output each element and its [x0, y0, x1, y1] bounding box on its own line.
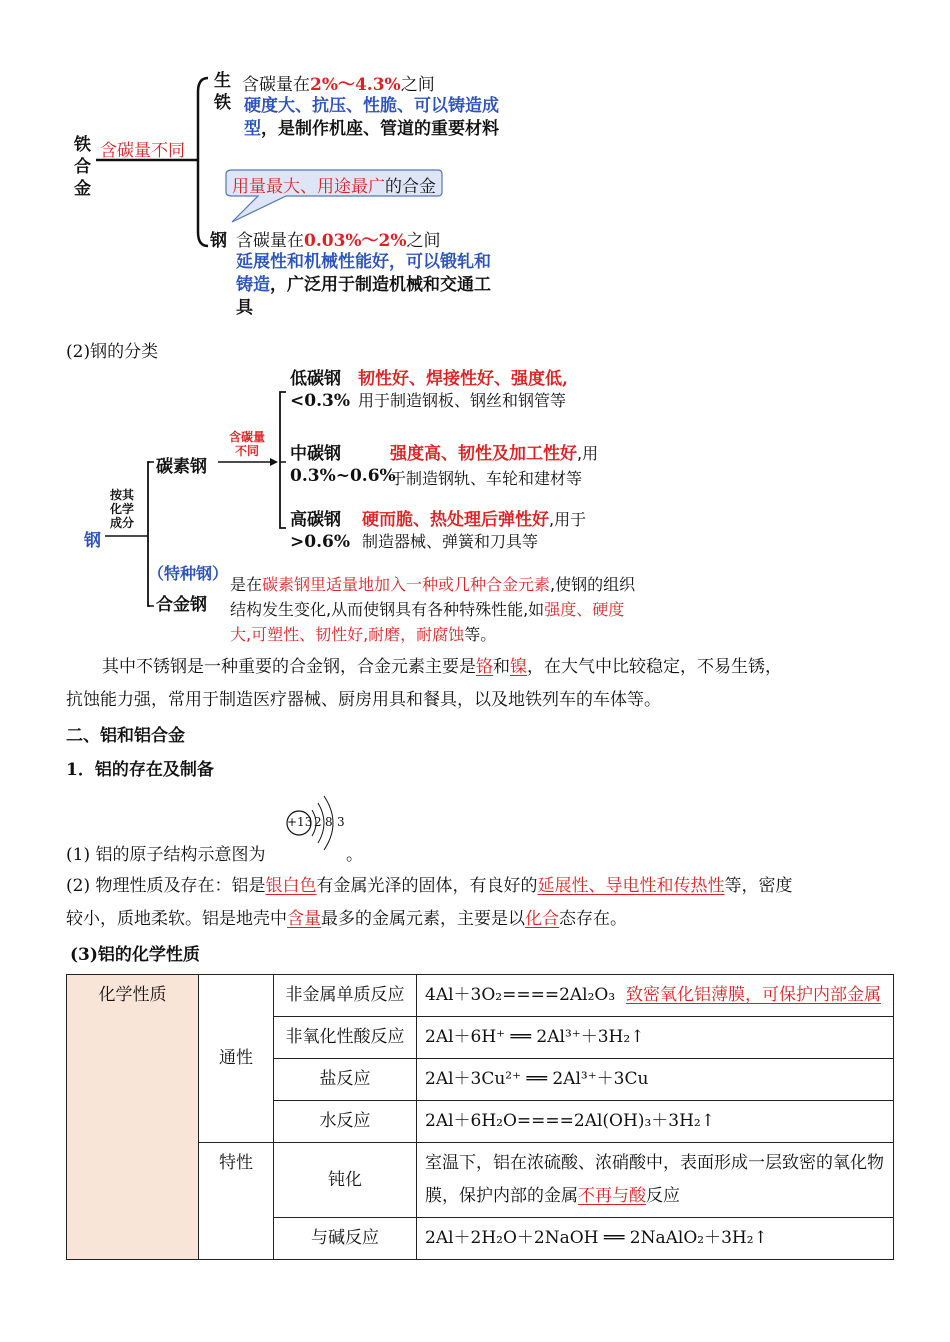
steel-props-blue: 延展性和机械性能好，可以锻轧和铸造	[236, 252, 491, 295]
reaction-type: 水反应	[319, 1111, 371, 1131]
special-steel-label: （特种钢）	[148, 564, 229, 583]
carbon-steel-label: 碳素钢	[156, 457, 207, 477]
carbon-note: 含碳量不同	[228, 430, 265, 458]
equation-cell	[417, 975, 894, 1017]
equation: 2Al＋6H⁺ ══ 2Al³⁺＋3H₂↑	[425, 1027, 645, 1047]
low-carbon-range: <0.3%	[290, 391, 350, 411]
pig-iron-carbon-range: 2%～4.3%	[310, 75, 401, 95]
steel-basis-text: 按其化学成分	[109, 488, 134, 530]
section2-title: 二、铝和铝合金	[66, 726, 185, 746]
alloy-desc-l1b: ,使钢的组织	[550, 575, 636, 594]
phys-red1: 银白色	[265, 876, 317, 896]
high-carbon-desc	[362, 509, 586, 553]
phys-red4: 化合	[525, 909, 559, 929]
stainless-and: 和	[493, 657, 510, 677]
low-carbon-desc	[358, 368, 568, 412]
phys-c: 等，密度	[724, 876, 793, 896]
pig-iron-props	[244, 95, 500, 141]
reaction-type: 盐反应	[319, 1069, 371, 1089]
steel-carbon	[236, 226, 441, 251]
reaction-type: 钝化	[328, 1169, 362, 1190]
alloy-steel-desc	[230, 572, 635, 647]
stainless-paragraph	[66, 651, 896, 717]
category-label: 化学性质	[98, 985, 167, 1005]
reaction-type-cell	[274, 975, 417, 1017]
high-carbon-black1: ,用于	[549, 510, 587, 529]
reaction-type-cell	[274, 1059, 417, 1101]
stainless-text-a: 其中不锈钢是一种重要的合金钢，合金元素主要是	[102, 657, 476, 677]
alloy-desc-l2red: 强度、硬度	[544, 600, 625, 619]
equation-cell	[417, 1101, 894, 1143]
mid-carbon-black1: ,用	[577, 444, 599, 463]
pig-iron-name: 生铁	[214, 71, 231, 113]
high-carbon-red: 硬而脆、热处理后弹性好	[362, 510, 549, 530]
stainless-text-c: 抗蚀能力强，常用于制造医疗器械、厨房用具和餐具，以及地铁列车的车体等。	[66, 690, 661, 710]
phys-f: 态存在。	[559, 909, 627, 929]
equation-cell	[417, 1143, 894, 1218]
section2-sub3: (3)铝的化学性质	[70, 945, 200, 965]
steel-basis	[108, 488, 136, 530]
equation-note: 致密氧化铝薄膜，可保护内部金属	[625, 985, 881, 1005]
mid-carbon-range: 0.3%~0.6%	[290, 466, 396, 486]
reaction-type-cell	[274, 1218, 417, 1260]
pig-iron-carbon-suffix: 之间	[400, 75, 435, 95]
equation-cell	[417, 1017, 894, 1059]
reaction-type-cell	[274, 1143, 417, 1218]
mid-carbon-desc2: 于制造钢轨、车轮和建材等	[390, 469, 583, 488]
equation: 2Al＋3Cu²⁺ ══ 2Al³⁺＋3Cu	[425, 1069, 649, 1089]
low-carbon-black: 用于制造钢板、钢丝和钢管等	[358, 391, 567, 410]
steel-carbon-prefix: 含碳量在	[236, 231, 304, 251]
steel-carbon-range: 0.03%～2%	[304, 231, 407, 251]
callout-black: 的合金	[385, 177, 436, 197]
steel-carbon-suffix: 之间	[406, 231, 441, 251]
equation: 4Al＋3O₂====2Al₂O₃	[425, 985, 616, 1005]
alloy-desc-l3b: 等。	[464, 625, 497, 644]
steel-class-heading: (2)钢的分类	[66, 342, 159, 362]
phys-red3: 含量	[287, 909, 321, 929]
atom-nucleus: +13	[287, 815, 313, 829]
reaction-type-cell	[274, 1017, 417, 1059]
stainless-ni: 镍	[510, 657, 527, 677]
phys-d: 较小，质地柔软。铝是地壳中	[66, 909, 287, 929]
high-carbon-name: 高碳钢	[290, 510, 341, 530]
equation-cell	[417, 1218, 894, 1260]
alloy-desc-l1red: 碳素钢里适量地加入一种或几种合金元素	[262, 575, 551, 594]
atom-structure-line	[66, 840, 265, 865]
atom-text: (1) 铝的原子结构示意图为	[66, 845, 266, 865]
alloy-desc-l2a: 结构发生变化,从而使钢具有各种特殊性能,如	[230, 600, 545, 619]
table-row	[67, 975, 894, 1017]
chemical-properties-table	[66, 974, 894, 1260]
equation-cell	[417, 1059, 894, 1101]
pig-iron-props-black: ，是制作机座、管道的重要材料	[261, 119, 499, 139]
pig-iron-carbon-prefix: 含碳量在	[242, 75, 310, 95]
mid-carbon-name: 中碳钢	[290, 444, 341, 464]
alloy-desc-l1a: 是在	[230, 575, 263, 594]
steel-root: 钢	[84, 531, 101, 551]
general-cell	[199, 975, 274, 1143]
steel-props-black: ，广泛用于制造机械和交通工具	[236, 275, 491, 318]
high-carbon-range: >0.6%	[290, 532, 350, 552]
low-carbon-red: 韧性好、焊接性好、强度低,	[358, 369, 568, 389]
special-label: 特性	[219, 1153, 253, 1173]
low-carbon-name: 低碳钢	[290, 369, 341, 389]
high-carbon-steel	[290, 509, 350, 553]
callout-red: 用量最大、用途最广	[232, 177, 385, 197]
section2-sub1: 1．铝的存在及制备	[66, 760, 214, 780]
special-cell	[199, 1143, 274, 1260]
passivation-text-a: 室温下，铝在浓硫酸、浓硝酸中，表面形成一层致密的氧化物膜，保护内部的金属	[425, 1153, 884, 1206]
atom-shell-2: 8	[325, 815, 333, 829]
atom-period: 。	[346, 845, 363, 865]
reaction-type: 与碱反应	[311, 1228, 379, 1248]
mid-carbon-red: 强度高、韧性及加工性好	[390, 444, 577, 464]
phys-a: (2) 物理性质及存在：铝是	[66, 876, 266, 896]
equation: 2Al＋2H₂O＋2NaOH ══ 2NaAlO₂＋3H₂↑	[425, 1228, 768, 1248]
category-cell	[67, 975, 199, 1260]
pig-iron-carbon	[242, 70, 435, 95]
alloy-steel-label: 合金钢	[156, 595, 207, 615]
passivation-red: 不再与酸	[578, 1186, 646, 1206]
iron-alloy-note: 含碳量不同	[100, 141, 185, 161]
mid-carbon-steel	[290, 443, 396, 487]
equation: 2Al＋6H₂O====2Al(OH)₃＋3H₂↑	[425, 1111, 715, 1131]
reaction-type: 非氧化性酸反应	[285, 1027, 405, 1047]
phys-e: 最多的金属元素，主要是以	[321, 909, 525, 929]
pig-iron-props-blue: 硬度大、抗压、性脆、可以铸造成型	[244, 96, 499, 139]
passivation-text-b: 反应	[646, 1186, 680, 1206]
atom-shell-1: 2	[314, 815, 322, 829]
high-carbon-black2: 制造器械、弹簧和刀具等	[362, 532, 539, 551]
reaction-type: 非金属单质反应	[285, 985, 405, 1005]
phys-b: 有金属光泽的固体，有良好的	[316, 876, 538, 896]
iron-alloy-root: 铁合金	[74, 135, 91, 199]
callout-bubble	[232, 172, 436, 197]
mid-carbon-desc	[390, 443, 598, 465]
steel-props	[236, 251, 498, 320]
low-carbon-steel	[290, 368, 350, 412]
atom-shell-3: 3	[337, 815, 345, 829]
steel-name: 钢	[210, 231, 227, 251]
reaction-type-cell	[274, 1101, 417, 1143]
physical-properties	[66, 870, 896, 936]
phys-red2: 延展性、导电性和传热性	[537, 876, 725, 896]
stainless-cr: 铬	[476, 657, 493, 677]
alloy-desc-l3red: 大,可塑性、韧性好,耐磨，耐腐蚀	[230, 625, 465, 644]
general-label: 通性	[219, 1048, 253, 1068]
stainless-text-b: ，在大气中比较稳定，不易生锈，	[527, 657, 782, 677]
